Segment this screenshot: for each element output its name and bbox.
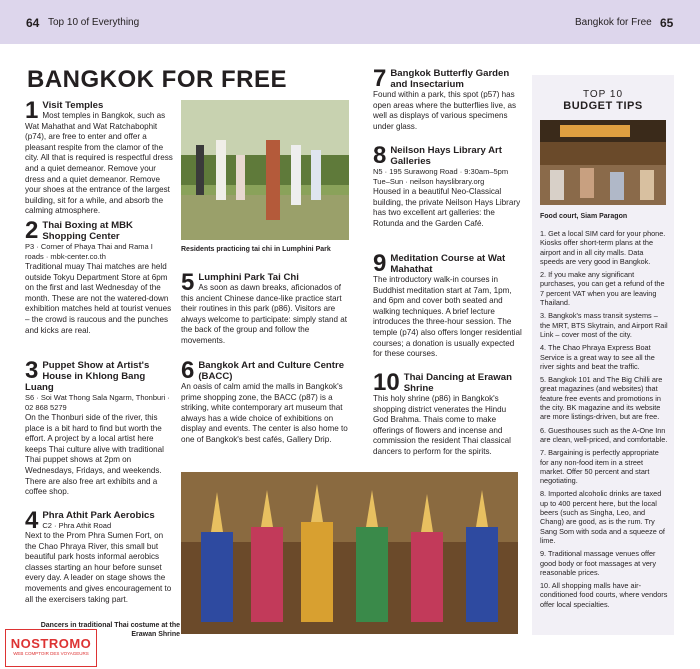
tip-item: 6. Guesthouses such as the A-One Inn are clean, well-priced, and comfortable. [540,425,668,444]
entry-title: Phra Athit Park Aerobics [42,510,155,521]
sidebar-kicker: TOP 10 [582,89,624,100]
entry-1 [25,97,173,217]
entry-title: Visit Temples [42,100,104,111]
entry-number: 3 [25,357,39,384]
entry-body: Next to the Prom Phra Sumen Fort, on the Chao Phraya River, this small but beautiful park hosts informal aerobics classes starting an hour before sunset every day. A leader on stage shows the movements and gives encouragement to all the exercisers taking part. [25,531,172,604]
entry-body: Traditional muay Thai matches are held outside Tokyu Department Store at 6pm on the first and last Wednesday of the month. These are not the watered-down exhibition matches held at tourist venues – the crowd is raucous and the punches and kicks are real. [25,262,172,335]
entry-3 [25,357,173,498]
entry-title: Meditation Course at Wat Mahathat [390,253,506,275]
logo-tagline: WEB COMPTOIR DES VOYAGEURS [13,651,89,656]
entry-info: N5 · 195 Surawong Road · 9:30am–5pm Tue–Sun · neilson hayslibrary.org [373,167,509,186]
entry-9 [373,250,523,360]
entry-body: On the Thonburi side of the river, this place is a bit hard to find but worth the effort. A project by a local artist here keeps Thai culture alive with traditional Thai puppet shows at 2pm on Wednesdays, Fridays, and weekends. There are also free art exhibits and a coffee shop. [25,413,164,497]
budget-tips-list [540,229,668,613]
nostromo-logo [5,629,97,667]
entry-number: 10 [373,369,400,396]
right-page-number: 65 [660,16,674,30]
entry-number: 1 [25,97,39,124]
entry-body: The introductory walk-in courses in Buddhist meditation start at 7am, 1pm, and 6pm and cover both seated and walking techniques. A brief lecture introduces the three-hour session. The temple (p74) also offers longer residential courses; a donation is usually expected for these courses. [373,275,522,359]
entry-title: Puppet Show at Artist's House in Khlong Bang Luang [25,360,150,393]
page-title: BANGKOK FOR FREE [27,66,287,93]
page-header [0,0,700,44]
right-section-title: Bangkok for Free [575,17,652,28]
food-court-caption: Food court, Siam Paragon [540,213,628,220]
entry-4 [25,507,173,605]
entry-number: 6 [181,357,195,384]
entry-info: P3 · Corner of Phaya Thai and Rama I roads · mbk-center.co.th [25,242,153,261]
tip-item: 7. Bargaining is perfectly appropriate for any non-food item in a street market. Offer 50 percent and start negotiating. [540,448,659,486]
entry-title: Thai Dancing at Erawan Shrine [403,372,512,394]
entry-5 [181,269,351,347]
tip-item: 10. All shopping malls have air-conditioned food courts, where vendors offer local specialties. [540,581,668,609]
entry-8 [373,142,523,229]
entry-title: Bangkok Butterfly Garden and Insectarium [390,68,510,90]
entry-number: 8 [373,142,387,169]
entry-number: 2 [25,217,39,244]
entry-body: This holy shrine (p86) in Bangkok's shopping district venerates the Hindu God Brahma. Thais come to make offerings of flowers and incense and commission the resident Thai classical dancers to perform for the spirits. [373,394,511,456]
tip-item: 5. Bangkok 101 and The Big Chilli are great magazines (and websites) that feature free events and promotions in the city. BK magazine and its website are more listings-driven, but are free. [540,375,663,422]
entry-title: Neilson Hays Library Art Galleries [390,145,502,167]
budget-tips-sidebar [532,75,674,635]
dancers-photo [181,472,518,634]
left-page-number: 64 [26,16,40,30]
entry-info: C2 · Phra Athit Road [42,521,112,530]
tip-item: 1. Get a local SIM card for your phone. Kiosks offer short-term plans at the airport and in all city malls. Data speeds are very good in Bangkok. [540,229,666,266]
entry-10 [373,369,523,458]
tip-item: 3. Bangkok's mass transit systems – the MRT, BTS Skytrain, and Airport Rail Link – cover most of the city. [540,311,668,339]
entry-title: Bangkok Art and Culture Centre (BACC) [198,360,345,382]
tip-item: 9. Traditional massage venues offer good body or foot massages at very reasonable prices. [540,549,657,577]
taichi-caption: Residents practicing tai chi in Lumphini Park [181,246,331,253]
entry-number: 7 [373,65,387,92]
tip-item: 2. If you make any significant purchases, you can get a refund of the 7 percent VAT when you are leaving Thailand. [540,270,665,308]
entry-body: Most temples in Bangkok, such as Wat Mahathat and Wat Ratchabophit (p74), are free to enter and offer a pleasant respite from the clamor of the city. All that is required is respectful dress and a quiet demeanor. Remove your dress and a quiet demeanor. Remove your shoes at the entrance of the largest building, sit for a while, and absorb the calming atmosphere. [25,111,173,216]
entry-7 [373,65,523,132]
food-court-photo [540,120,666,205]
left-section-title: Top 10 of Everything [48,17,140,28]
entry-number: 9 [373,250,387,277]
entry-number: 5 [181,269,195,296]
entry-title: Thai Boxing at MBK Shopping Center [42,220,133,242]
tip-item: 4. The Chao Phraya Express Boat Service is a great way to see all the river sights and beat the traffic. [540,343,655,371]
entry-number: 4 [25,507,39,534]
sidebar-heading: BUDGET TIPS [563,100,643,112]
taichi-illustration [181,100,349,240]
entry-2 [25,217,173,336]
entry-body: Found within a park, this spot (p57) has open areas where the butterflies live, as well as displays of various specimens under glass. [373,90,517,131]
dancers-illustration [181,472,518,634]
entry-title: Lumphini Park Tai Chi [198,272,299,283]
taichi-photo [181,100,349,240]
entry-body: An oasis of calm amid the malls in Bangkok's prime shopping zone, the BACC (p87) is a striking, white contemporary art museum that always has a wide choice of exhibitions on display and events. The center is also home to one of Bangkok's best cafés, Gallery Drip. [181,382,348,444]
entry-body: As soon as dawn breaks, aficionados of this ancient Chinese dance-like practice start their routines in this park (p86). Visitors are always welcome to participate: simply stand at the back of the group and follow the movements. [181,283,347,345]
logo-name: NOSTROMO [10,636,92,651]
entry-body: Housed in a beautiful Neo-Classical building, the private Neilson Hays Library has two excellent art galleries: the Rotunda and the Garden Café. [373,187,521,228]
dancers-caption: Dancers in traditional Thai costume at the Erawan Shrine [40,622,180,638]
tip-item: 8. Imported alcoholic drinks are taxed up to 400 percent here, but the local beers (such as Singha, Leo, and Chang) are good, as is the rum. Try Sang Som with soda and a squeeze of lime. [540,489,665,545]
entry-6 [181,357,351,446]
food-court-illustration [540,120,666,205]
entry-info: S6 · Soi Wat Thong Sala Ngarm, Thonburi · 02 868 5279 [25,393,170,412]
